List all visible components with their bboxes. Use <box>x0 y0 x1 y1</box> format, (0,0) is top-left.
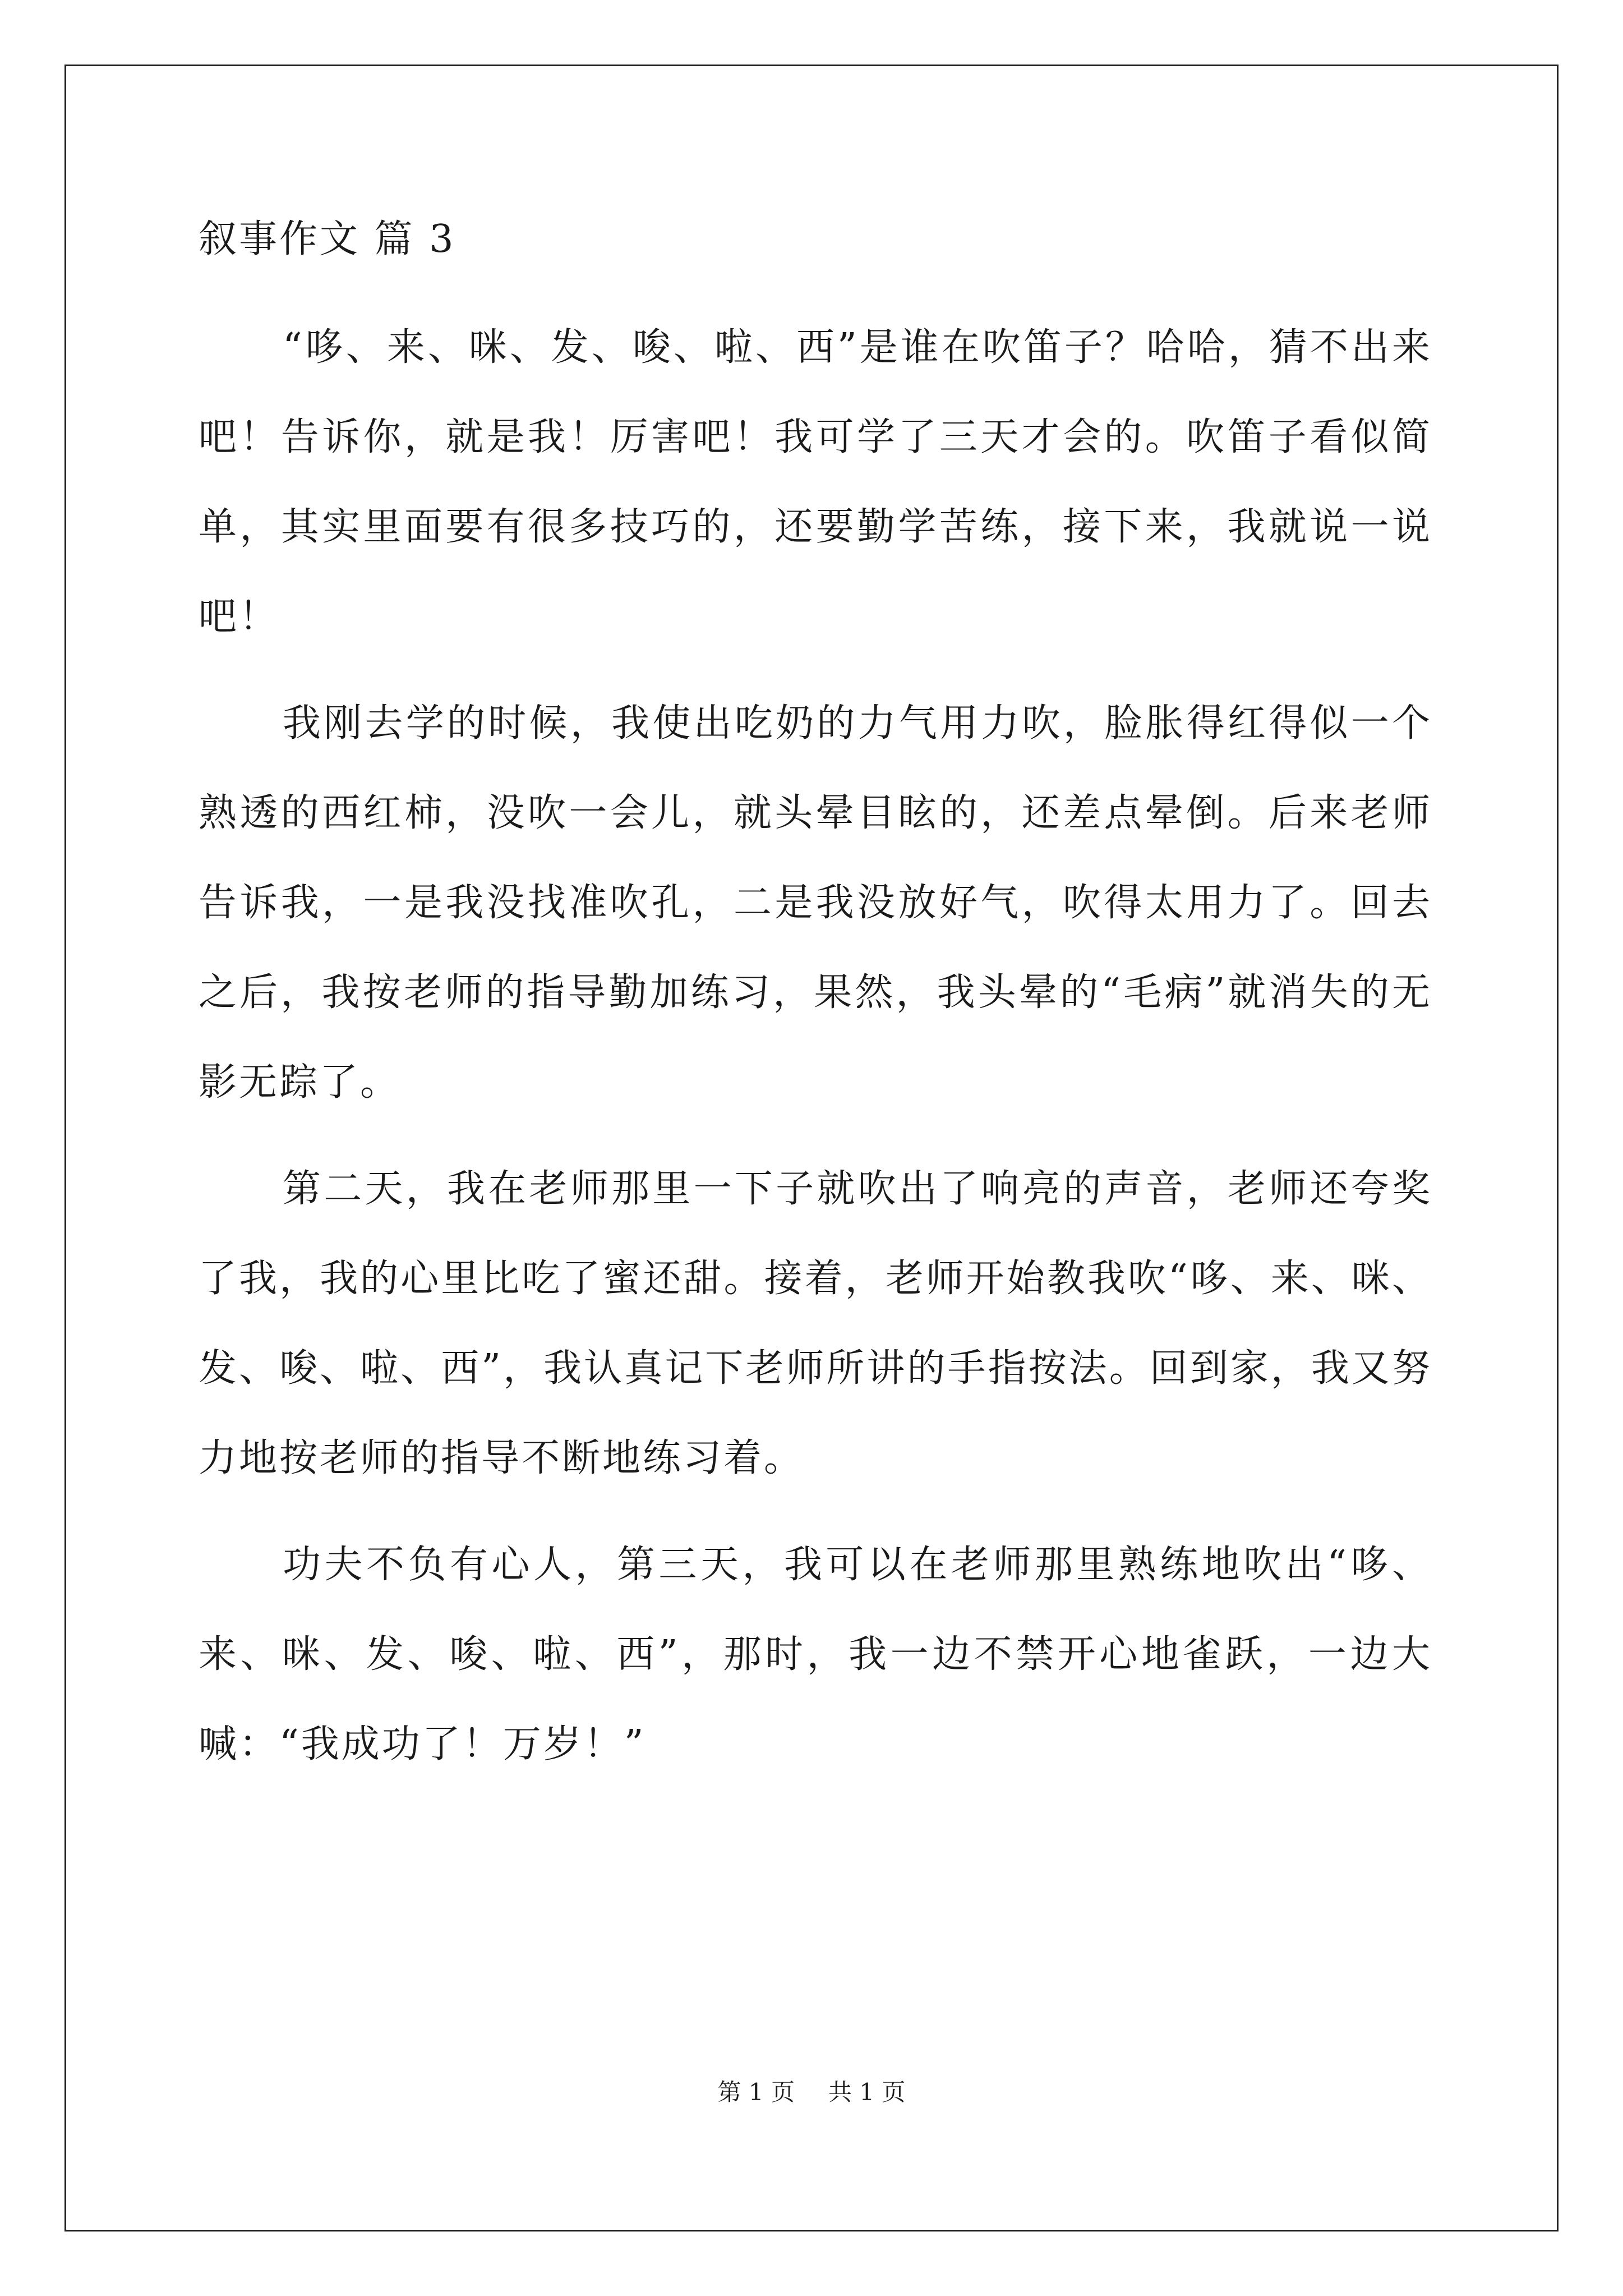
paragraph-1: “哆、来、咪、发、唆、啦、西”是谁在吹笛子？哈哈，猜不出来吧！告诉你，就是我！厉害吧！我可学了三天才会的。吹笛子看似简单，其实里面要有很多技巧的，还要勤学苦练，接下来，我就说一说吧！ <box>199 325 1432 639</box>
paragraph-2: 我刚去学的时候，我使出吃奶的力气用力吹，脸胀得红得似一个熟透的西红柿，没吹一会儿，就头晕目眩的，还差点晕倒。后来老师告诉我，一是我没找准吹孔，二是我没放好气，吹得太用力了。回去之后，我按老师的指导勤加练习，果然，我头晕的“毛病”就消失的无影无踪了。 <box>199 701 1432 1105</box>
paragraph-3: 第二天，我在老师那里一下子就吹出了响亮的声音，老师还夸奖了我，我的心里比吃了蜜还甜。接着，老师开始教我吹“哆、来、咪、发、唆、啦、西”，我认真记下老师所讲的手指按法。回到家，我又努力地按老师的指导不断地练习着。 <box>199 1167 1432 1480</box>
paragraph-4: 功夫不负有心人，第三天，我可以在老师那里熟练地吹出“哆、来、咪、发、唆、啦、西”，那时，我一边不禁开心地雀跃，一边大喊：“我成功了！万岁！” <box>199 1543 1432 1766</box>
page-total: 共 1 页 <box>828 2078 906 2106</box>
document-body <box>199 213 1432 1806</box>
document-title: 叙事作文 篇 3 <box>199 217 456 261</box>
page-footer <box>0 2076 1623 2109</box>
page-number: 第 1 页 <box>717 2078 795 2106</box>
